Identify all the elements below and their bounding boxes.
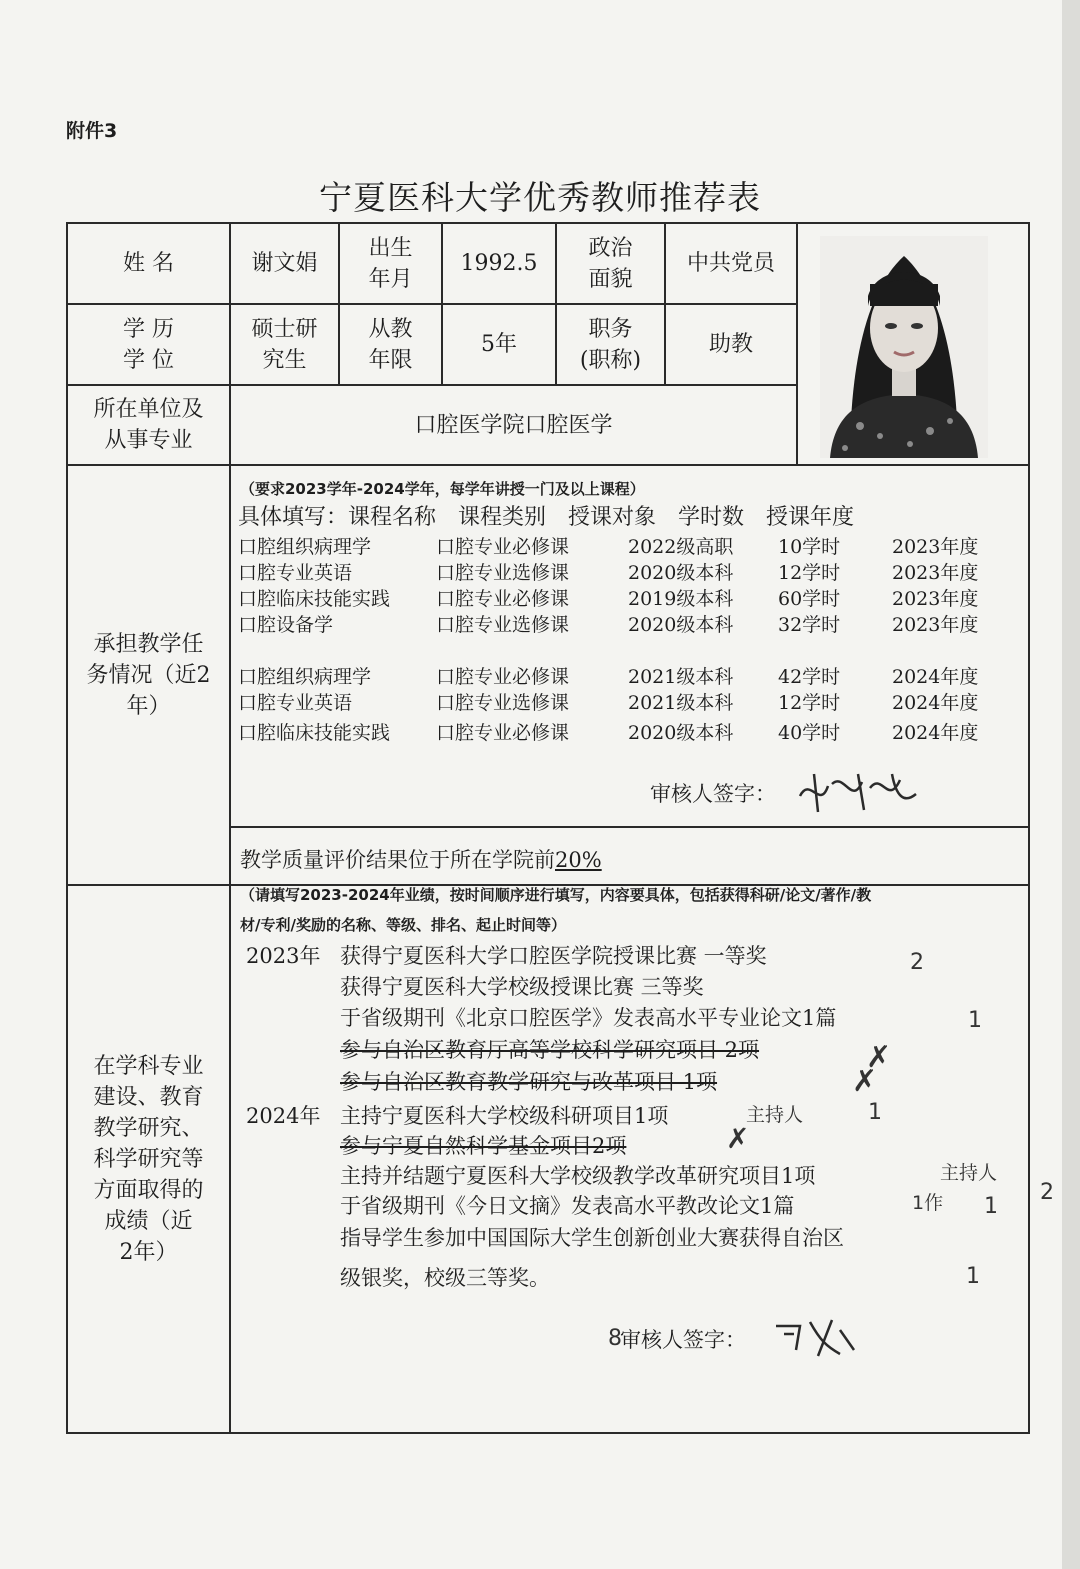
achievement-2024-2: 参与宁夏自然科学基金项目2项 bbox=[340, 1134, 627, 1158]
handwritten-mark: 1 bbox=[966, 1264, 980, 1289]
achievements-note-line1: （请填写2023-2024年业绩，按时间顺序进行填写，内容要具体，包括获得科研/论文/著作/教 bbox=[240, 886, 872, 904]
name-label: 姓 名 bbox=[123, 251, 174, 276]
course-type: 口腔专业必修课 bbox=[436, 722, 570, 744]
education-label: 学 历 学 位 bbox=[123, 316, 174, 373]
grid-line bbox=[230, 826, 1030, 828]
course-row bbox=[238, 584, 998, 610]
course-audience: 2020级本科 bbox=[628, 562, 734, 584]
course-hours: 40学时 bbox=[778, 722, 841, 744]
handwritten-cross: ✗ bbox=[852, 1064, 878, 1099]
handwritten-note: 主持人 bbox=[940, 1162, 998, 1184]
achievement-2024-6: 级银奖，校级三等奖。 bbox=[340, 1266, 550, 1290]
achievement-2023-5: 参与自治区教育教学研究与改革项目 1项 bbox=[340, 1070, 718, 1094]
course-name: 口腔专业英语 bbox=[238, 692, 353, 714]
course-audience: 2022级高职 bbox=[628, 536, 734, 558]
unit-label: 所在单位及 从事专业 bbox=[93, 397, 204, 453]
handwritten-cross: ✗ bbox=[726, 1122, 750, 1155]
teaching-note: （要求2023学年-2024学年，每学年讲授一门及以上课程） bbox=[240, 480, 645, 498]
handwritten-mark: 1 bbox=[984, 1194, 998, 1219]
course-audience: 2021级本科 bbox=[628, 666, 734, 688]
political-label: 政治 面貌 bbox=[588, 235, 633, 292]
course-hours: 10学时 bbox=[778, 536, 841, 558]
course-row bbox=[238, 532, 998, 558]
course-hours: 12学时 bbox=[778, 692, 841, 714]
handwritten-note: 主持人 bbox=[746, 1104, 804, 1126]
achievement-2023-4: 参与自治区教育厅高等学校科学研究项目 2项 bbox=[340, 1038, 760, 1062]
quality-result bbox=[240, 844, 602, 874]
teaching-header: 具体填写：课程名称 课程类别 授课对象 学时数 授课年度 bbox=[238, 505, 855, 530]
achievement-2024-1: 主持宁夏医科大学校级科研项目1项 bbox=[340, 1104, 669, 1128]
portrait-photo bbox=[820, 236, 988, 458]
achievements-note-line2: 材/专利/奖励的名称、等级、排名、起止时间等） bbox=[240, 916, 566, 934]
political-value: 中共党员 bbox=[686, 251, 775, 276]
achievement-2023-1: 获得宁夏医科大学口腔医学院授课比赛 一等奖 bbox=[340, 944, 767, 968]
course-year: 2023年度 bbox=[892, 588, 979, 610]
handwritten-mark: 2 bbox=[910, 950, 924, 975]
achievements-reviewer-label: 审核人签字： bbox=[620, 1328, 746, 1352]
years-label: 从教 年限 bbox=[368, 316, 413, 373]
birth-label: 出生 年月 bbox=[368, 235, 413, 292]
quality-value: 20% bbox=[555, 848, 602, 872]
year-2024: 2024年 bbox=[246, 1104, 321, 1128]
course-row bbox=[238, 688, 998, 714]
achievement-2023-3: 于省级期刊《北京口腔医学》发表高水平专业论文1篇 bbox=[340, 1006, 837, 1030]
course-row bbox=[238, 718, 998, 744]
teaching-reviewer-signature bbox=[792, 766, 922, 818]
handwritten-mark: 1 bbox=[868, 1100, 882, 1125]
year-2023: 2023年 bbox=[246, 944, 321, 968]
grid-line bbox=[796, 222, 798, 466]
course-row bbox=[238, 610, 998, 636]
course-type: 口腔专业选修课 bbox=[436, 614, 570, 636]
page-edge bbox=[1062, 0, 1080, 1569]
course-year: 2023年度 bbox=[892, 562, 979, 584]
course-type: 口腔专业选修课 bbox=[436, 562, 570, 584]
achievements-label: 在学科专业 建设、教育 教学研究、 科学研究等 方面取得的 成绩（近 2年） bbox=[93, 1053, 204, 1265]
course-audience: 2019级本科 bbox=[628, 588, 734, 610]
course-type: 口腔专业必修课 bbox=[436, 536, 570, 558]
achievement-2024-5: 指导学生参加中国国际大学生创新创业大赛获得自治区 bbox=[340, 1226, 844, 1250]
course-name: 口腔临床技能实践 bbox=[238, 588, 391, 610]
course-hours: 60学时 bbox=[778, 588, 841, 610]
handwritten-mark: 2 bbox=[1040, 1180, 1054, 1205]
course-row bbox=[238, 662, 998, 688]
course-hours: 42学时 bbox=[778, 666, 841, 688]
course-year: 2023年度 bbox=[892, 536, 979, 558]
achievement-2024-3: 主持并结题宁夏医科大学校级教学改革研究项目1项 bbox=[340, 1164, 816, 1188]
form-title: 宁夏医科大学优秀教师推荐表 bbox=[319, 178, 761, 217]
achievements-reviewer-signature bbox=[770, 1310, 860, 1362]
teaching-label: 承担教学任 务情况（近2 年） bbox=[86, 631, 211, 719]
attachment-label: 附件3 bbox=[66, 120, 118, 142]
achievement-2024-4: 于省级期刊《今日文摘》发表高水平教改论文1篇 bbox=[340, 1194, 795, 1218]
course-audience: 2020级本科 bbox=[628, 722, 734, 744]
course-type: 口腔专业选修课 bbox=[436, 692, 570, 714]
course-name: 口腔组织病理学 bbox=[238, 666, 372, 688]
portrait-image bbox=[820, 236, 988, 458]
achievement-2023-2: 获得宁夏医科大学校级授课比赛 三等奖 bbox=[340, 975, 704, 999]
course-type: 口腔专业必修课 bbox=[436, 588, 570, 610]
course-audience: 2020级本科 bbox=[628, 614, 734, 636]
course-name: 口腔组织病理学 bbox=[238, 536, 372, 558]
quality-prefix: 教学质量评价结果位于所在学院前 bbox=[240, 848, 555, 872]
handwritten-mark: 1 bbox=[968, 1008, 982, 1033]
course-type: 口腔专业必修课 bbox=[436, 666, 570, 688]
education-value: 硕士研 究生 bbox=[251, 316, 318, 373]
unit-value: 口腔医学院口腔医学 bbox=[414, 412, 613, 438]
course-name: 口腔专业英语 bbox=[238, 562, 353, 584]
course-row bbox=[238, 558, 998, 584]
name-value: 谢文娟 bbox=[251, 251, 318, 276]
teaching-reviewer-label: 审核人签字： bbox=[650, 782, 776, 806]
position-value: 助教 bbox=[708, 332, 753, 357]
course-hours: 32学时 bbox=[778, 614, 841, 636]
course-audience: 2021级本科 bbox=[628, 692, 734, 714]
course-year: 2023年度 bbox=[892, 614, 979, 636]
course-year: 2024年度 bbox=[892, 722, 979, 744]
years-value: 5年 bbox=[481, 332, 517, 357]
course-hours: 12学时 bbox=[778, 562, 841, 584]
birth-value: 1992.5 bbox=[460, 251, 538, 276]
handwritten-mark: 8 bbox=[608, 1326, 622, 1351]
handwritten-note: 1作 bbox=[912, 1192, 944, 1214]
handwritten-cross: ✗ bbox=[866, 1040, 892, 1075]
course-year: 2024年度 bbox=[892, 666, 979, 688]
course-year: 2024年度 bbox=[892, 692, 979, 714]
course-name: 口腔设备学 bbox=[238, 614, 334, 636]
position-label: 职务 (职称) bbox=[579, 316, 642, 373]
course-name: 口腔临床技能实践 bbox=[238, 722, 391, 744]
